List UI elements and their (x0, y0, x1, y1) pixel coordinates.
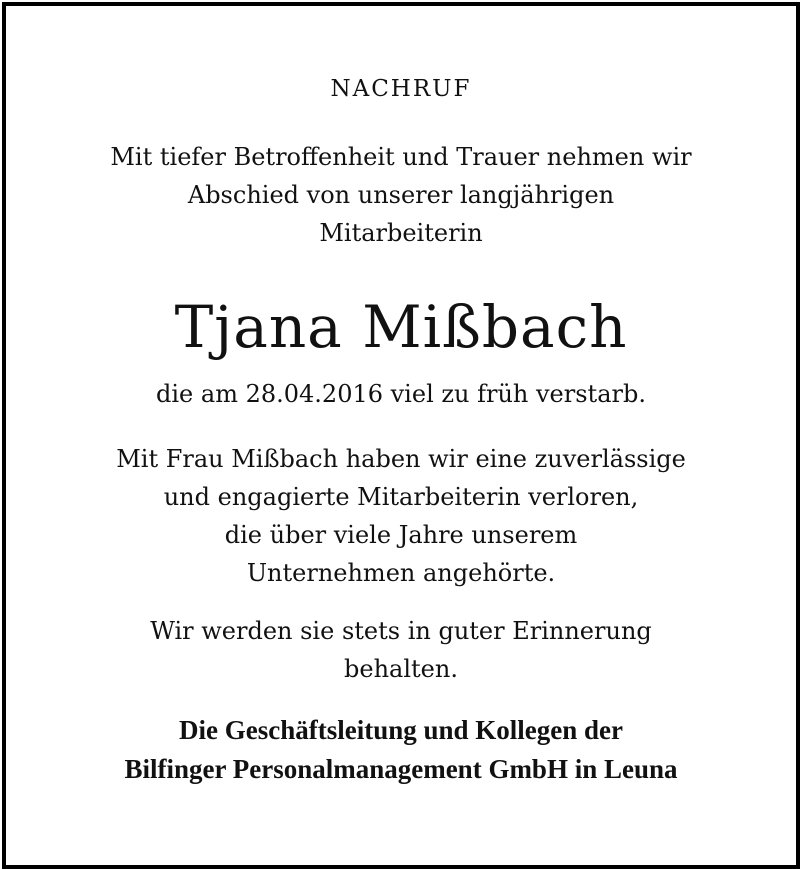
deceased-name: Tjana Mißbach (174, 293, 628, 361)
intro-paragraph (6, 138, 796, 252)
notice-heading: NACHRUF (330, 76, 472, 102)
body-line: und engagierte Mitarbeiterin verloren, (163, 483, 639, 511)
intro-line: Mitarbeiterin (319, 219, 483, 247)
intro-line: Abschied von unserer langjährigen (187, 181, 615, 209)
date-text: die am 28.04.2016 viel zu früh verstarb. (156, 380, 646, 408)
signature-line: Die Geschäftsleitung und Kollegen der (179, 715, 623, 745)
body-line: Unternehmen angehörte. (246, 559, 556, 587)
body-line: die über viele Jahre unserem (224, 521, 578, 549)
body-paragraph (6, 440, 796, 592)
closing-line: behalten. (344, 655, 458, 683)
signature-block (6, 711, 796, 789)
closing-line: Wir werden sie stets in guter Erinnerung (150, 617, 652, 645)
closing-paragraph (6, 612, 796, 688)
date-line (6, 375, 796, 413)
intro-line: Mit tiefer Betroffenheit und Trauer nehmen wir (110, 143, 692, 171)
signature-line: Bilfinger Personalmanagement GmbH in Leuna (124, 754, 678, 784)
body-line: Mit Frau Mißbach haben wir eine zuverlässige (116, 445, 686, 473)
